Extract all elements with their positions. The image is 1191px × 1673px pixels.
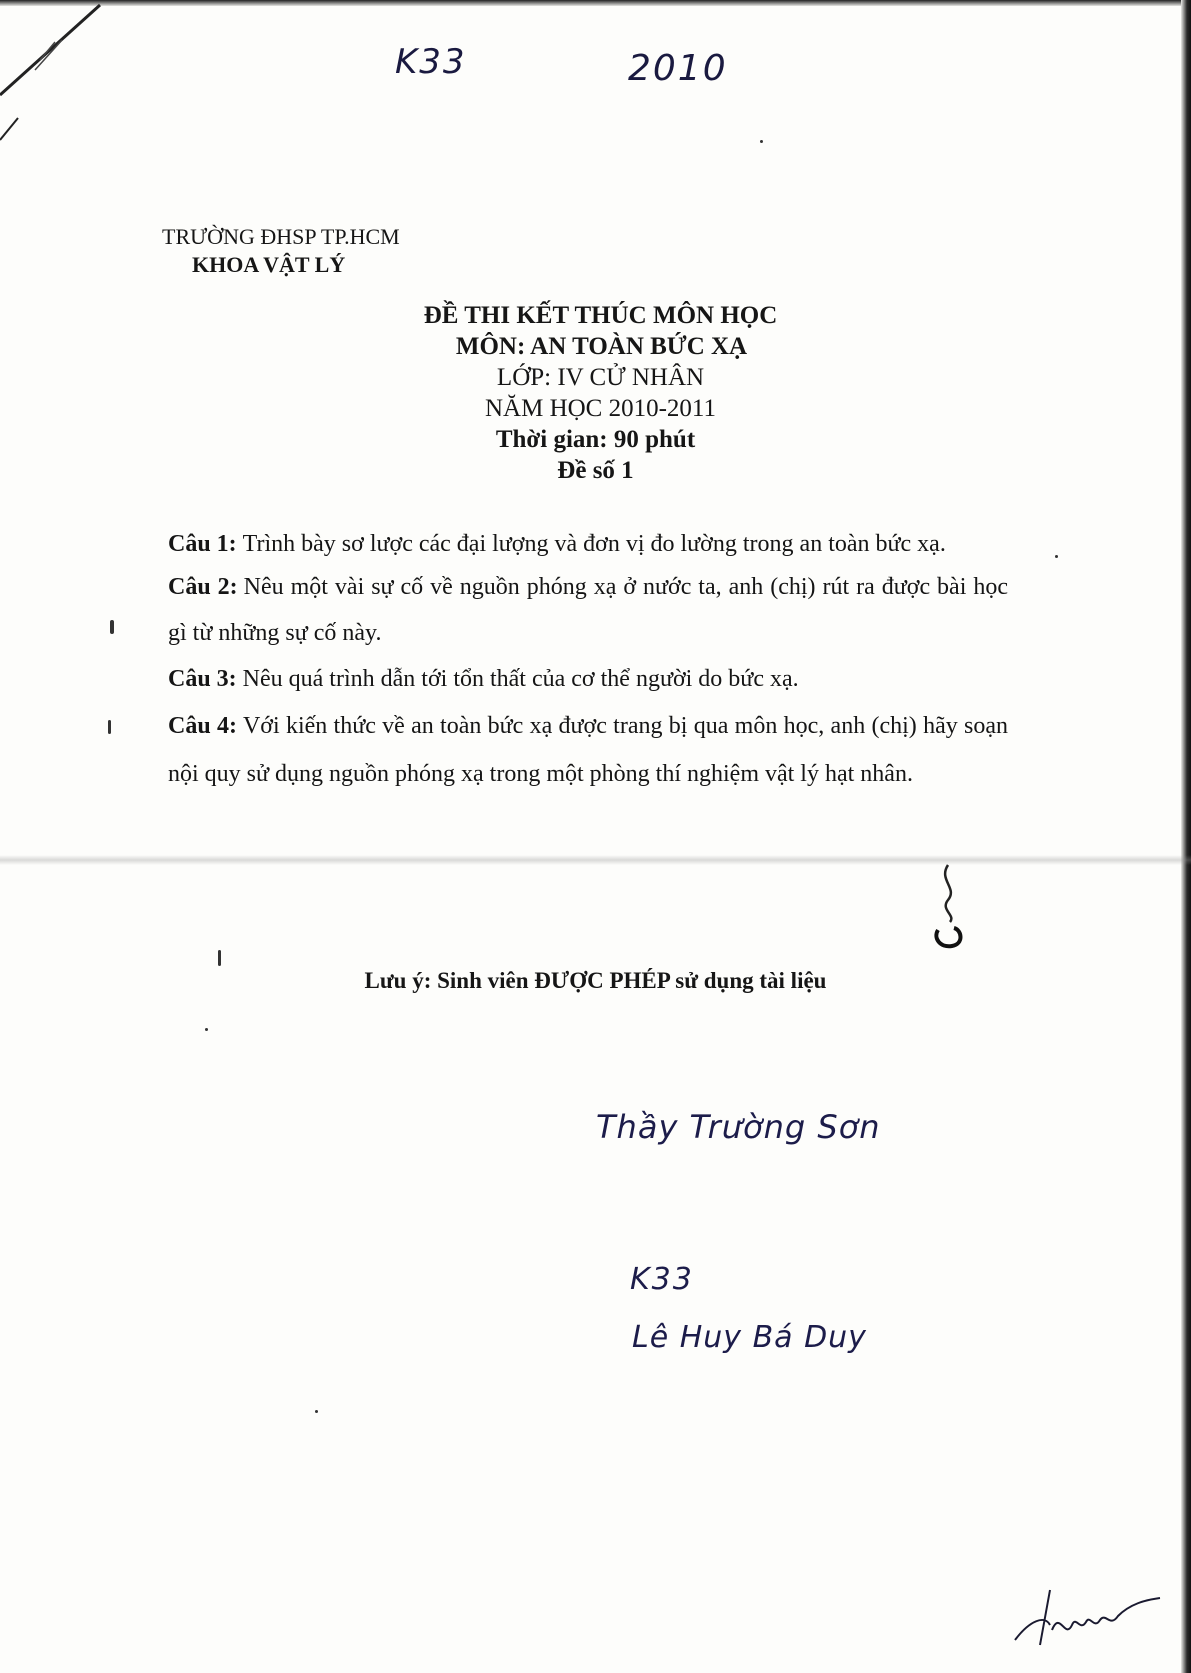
- handwritten-year: 2010: [628, 48, 728, 89]
- scan-speck: [205, 1028, 208, 1031]
- handwritten-student-name: Lê Huy Bá Duy: [632, 1320, 867, 1355]
- question-text: Trình bày sơ lược các đại lượng và đơn vị đo lường trong an toàn bức xạ.: [242, 531, 946, 557]
- question-list: [168, 520, 1008, 798]
- scan-speck: [110, 620, 114, 634]
- handwritten-initials-signature: [1010, 1570, 1170, 1650]
- question-text: Nêu quá trình dẫn tới tổn thất của cơ thể người do bức xạ.: [242, 666, 799, 692]
- exam-note: Lưu ý: Sinh viên ĐƯỢC PHÉP sử dụng tài liệu: [364, 968, 827, 993]
- question-text: Nêu một vài sự cố về nguồn phóng xạ ở nước ta, anh (chị) rút ra được bài học gì từ những sự cố này.: [168, 574, 1009, 646]
- exam-title: ĐỀ THI KẾT THÚC MÔN HỌC: [423, 302, 778, 329]
- question-item: [168, 656, 1008, 702]
- binder-hole-mark: [928, 860, 978, 950]
- question-text: Với kiến thức về an toàn bức xạ được trang bị qua môn học, anh (chị) hãy soạn nội quy sử dụng nguồn phóng xạ trong một phòng thí nghiệm vật lý hạt nhân.: [168, 713, 1009, 787]
- question-item: [168, 564, 1008, 656]
- faculty-name: KHOA VẬT LÝ: [192, 252, 346, 277]
- question-label: Câu 4:: [168, 713, 237, 739]
- question-label: Câu 3:: [168, 666, 237, 692]
- scan-speck: [108, 720, 111, 734]
- handwritten-code-top: K33: [395, 42, 467, 82]
- paper-fold-line: [0, 855, 1191, 865]
- corner-crease-marks: [0, 0, 140, 160]
- handwritten-teacher: Thầy Trường Sơn: [596, 1108, 881, 1146]
- exam-year: NĂM HỌC 2010-2011: [484, 395, 717, 422]
- scan-right-edge: [1181, 0, 1191, 1673]
- question-label: Câu 2:: [168, 574, 238, 600]
- exam-duration: Thời gian: 90 phút: [495, 426, 696, 453]
- scan-speck: [218, 950, 221, 966]
- handwritten-class-code: K33: [630, 1262, 694, 1297]
- question-item: [168, 520, 1008, 568]
- question-item: [168, 702, 1008, 798]
- scan-top-edge: [0, 0, 1191, 6]
- school-header: [162, 223, 400, 279]
- exam-subject: MÔN: AN TOÀN BỨC XẠ: [455, 333, 748, 360]
- scan-speck: [315, 1410, 318, 1413]
- school-name: TRƯỜNG ĐHSP TP.HCM: [162, 224, 400, 249]
- exam-class: LỚP: IV CỬ NHÂN: [496, 364, 705, 391]
- scan-speck: [1055, 555, 1058, 558]
- exam-version: Đề số 1: [557, 457, 634, 484]
- exam-title-block: [0, 300, 1191, 486]
- question-label: Câu 1:: [168, 531, 237, 557]
- scan-speck: [760, 140, 763, 143]
